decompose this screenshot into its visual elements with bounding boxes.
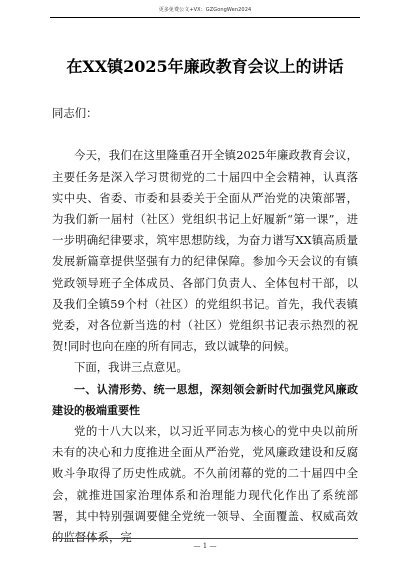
paragraph-transition: 下面，我讲三点意见。: [74, 360, 188, 375]
section-paragraph: 党的十八大以来，以习近平同志为核心的党中央以前所未有的决心和力度推进全面从严治党，党风廉政建设和反腐败斗争取得了历史性成就。不久前闭幕的党的二十届四中全会，就推进国家治理体系和治理能力现代化作出了系统部署，其中特别强调要健全党统一领导、全面覆盖、权威高效的监督体系，完: [52, 424, 358, 545]
page-number: — 1 —: [193, 542, 217, 550]
document-body: [52, 103, 358, 548]
header-rule: [50, 17, 360, 18]
section-heading: 一、认清形势、统一思想，深刻领会新时代加强党风廉政建设的极端重要性: [52, 382, 358, 417]
footer-rule: [52, 538, 358, 539]
paragraph-opening: 今天，我们在这里隆重召开全镇2025年廉政教育会议，主要任务是深入学习贯彻党的二十届四中全会精神，认真落实中央、省委、市委和县委关于全面从严治党的决策部署，为我们新一届村（社区）党组织书记上好履新“第一课”，进一步明确纪律要求，筑牢思想防线，为奋力谱写XX镇高质量发展新篇章提供坚强有力的纪律保障。参加今天会议的有镇党政领导班子全体成员、各部门负责人、全体包村干部，以及我们全镇59个村（社区）的党组织书记。首先，我代表镇党委，对各位新当选的村（社区）党组织书记表示热烈的祝贺!同时也向在座的所有同志，致以诚挚的问候。: [52, 148, 358, 354]
document-title: 在XX镇2025年廉政教育会议上的讲话: [66, 57, 344, 76]
greeting: 同志们：: [52, 106, 98, 120]
header-note: 更多免费公文+VX：GZGongWen2024: [158, 7, 252, 13]
